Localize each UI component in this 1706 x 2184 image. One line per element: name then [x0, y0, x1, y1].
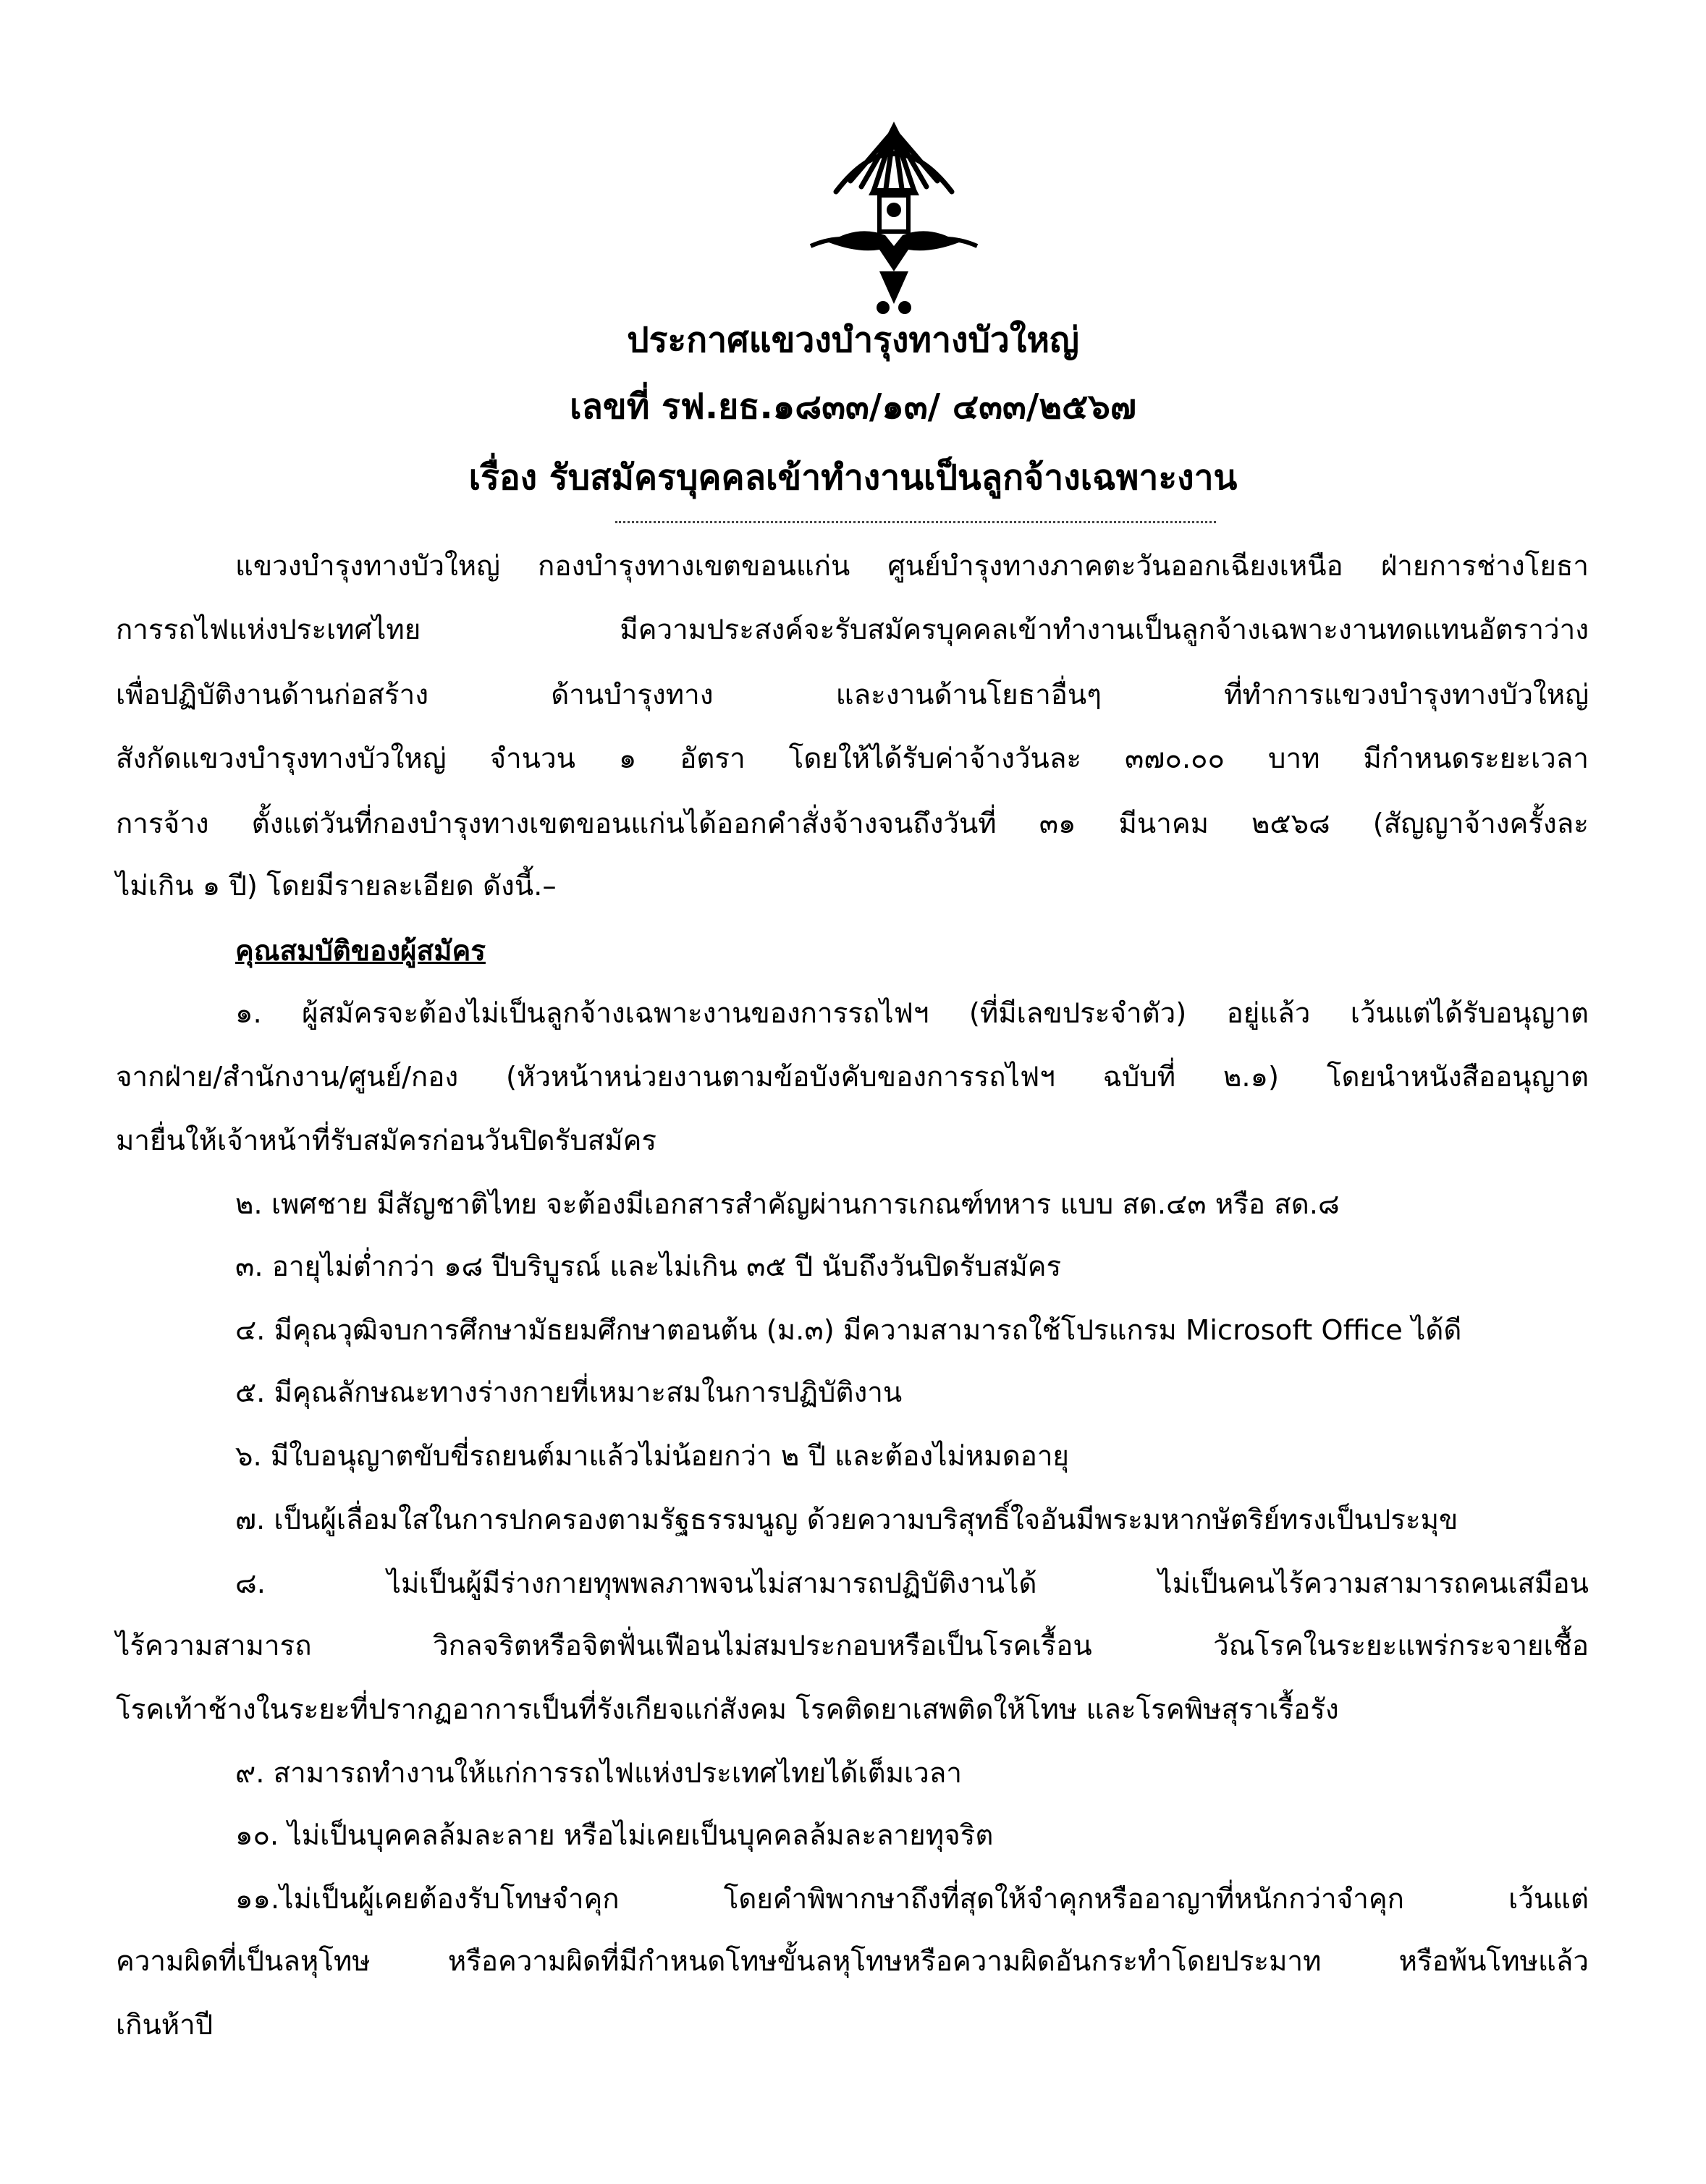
qualification-item: โรคเท้าช้างในระยะที่ปรากฏอาการเป็นที่รังเกียจแก่สังคม โรคติดยาเสพติดให้โทษ และโรคพิษสุราเรื้อรัง: [116, 1693, 1339, 1726]
qualification-item: ๑. ผู้สมัครจะต้องไม่เป็นลูกจ้างเฉพาะงานของการรถไฟฯ (ที่มีเลขประจำตัว) อยู่แล้ว เว้นแต่ได้รับอนุญาต: [235, 997, 1589, 1030]
qualification-item: ไร้ความสามารถ วิกลจริตหรือจิตฟั่นเฟือนไม่สมประกอบหรือเป็นโรคเรื้อน วัณโรคในระยะแพร่กระจายเชื้อ: [116, 1630, 1589, 1662]
qualification-item: ๑๐. ไม่เป็นบุคคลล้มละลาย หรือไม่เคยเป็นบุคคลล้มละลายทุจริต: [235, 1819, 994, 1852]
qualification-item: ๗. เป็นผู้เลื่อมใสในการปกครองตามรัฐธรรมนูญ ด้วยความบริสุทธิ์ใจอันมีพระมหากษัตริย์ทรงเป็นประมุข: [235, 1504, 1458, 1536]
qualification-item: ๙. สามารถทำงานให้แก่การรถไฟแห่งประเทศไทยได้เต็มเวลา: [235, 1757, 962, 1790]
announcement-subject: เรื่อง รับสมัครบุคคลเข้าทำงานเป็นลูกจ้างเฉพาะงาน: [468, 457, 1238, 498]
intro-line: การรถไฟแห่งประเทศไทย มีความประสงค์จะรับสมัครบุคคลเข้าทำงานเป็นลูกจ้างเฉพาะงานทดแทนอัตราว่าง: [116, 614, 1589, 646]
qualification-item: ๕. มีคุณลักษณะทางร่างกายที่เหมาะสมในการปฏิบัติงาน: [235, 1376, 903, 1409]
qualification-item: ๓. อายุไม่ต่ำกว่า ๑๘ ปีบริบูรณ์ และไม่เกิน ๓๕ ปี นับถึงวันปิดรับสมัคร: [235, 1250, 1062, 1283]
announcement-title: ประกาศแขวงบำรุงทางบัวใหญ่: [627, 320, 1079, 360]
intro-line: การจ้าง ตั้งแต่วันที่กองบำรุงทางเขตขอนแก่นได้ออกคำสั่งจ้างจนถึงวันที่ ๓๑ มีนาคม ๒๕๖๘ (สัญญาจ้างครั้งละ: [116, 808, 1589, 840]
qualification-item: มายื่นให้เจ้าหน้าที่รับสมัครก่อนวันปิดรับสมัคร: [116, 1125, 657, 1157]
section-title: คุณสมบัติของผู้สมัคร: [235, 935, 486, 968]
qualification-item: ๔. มีคุณวุฒิจบการศึกษามัธยมศึกษาตอนต้น (ม.๓) มีความสามารถใช้โปรแกรม Microsoft Office ได้ดี: [235, 1314, 1462, 1347]
intro-line: แขวงบำรุงทางบัวใหญ่ กองบำรุงทางเขตขอนแก่น ศูนย์บำรุงทางภาคตะวันออกเฉียงเหนือ ฝ่ายการช่างโยธา: [235, 550, 1589, 583]
qualification-item: ๒. เพศชาย มีสัญชาติไทย จะต้องมีเอกสารสำคัญผ่านการเกณฑ์ทหาร แบบ สด.๔๓ หรือ สด.๘: [235, 1188, 1340, 1221]
qualification-item: ๘. ไม่เป็นผู้มีร่างกายทุพพลภาพจนไม่สามารถปฏิบัติงานได้ ไม่เป็นคนไร้ความสามารถคนเสมือน: [235, 1567, 1589, 1600]
intro-line: เพื่อปฏิบัติงานด้านก่อสร้าง ด้านบำรุงทาง และงานด้านโยธาอื่นๆ ที่ทำการแขวงบำรุงทางบัวใหญ่: [116, 679, 1589, 711]
qualification-item: ความผิดที่เป็นลหุโทษ หรือความผิดที่มีกำหนดโทษขั้นลหุโทษหรือความผิดอันกระทำโดยประมาท หรือพ้นโทษแล้ว: [116, 1945, 1589, 1978]
intro-line: ไม่เกิน ๑ ปี) โดยมีรายละเอียด ดังนี้.–: [116, 870, 557, 902]
qualification-item: ๑๑.ไม่เป็นผู้เคยต้องรับโทษจำคุก โดยคำพิพากษาถึงที่สุดให้จำคุกหรืออาญาที่หนักกว่าจำคุก เว้นแต่: [235, 1883, 1589, 1916]
qualification-item: จากฝ่าย/สำนักงาน/ศูนย์/กอง (หัวหน้าหน่วยงานตามข้อบังคับของการรถไฟฯ ฉบับที่ ๒.๑) โดยนำหนังสืออนุญาต: [116, 1061, 1589, 1093]
announcement-number: เลขที่ รฟ.ยธ.๑๘๓๓/๑๓/ ๔๓๓/๒๕๖๗: [570, 386, 1136, 427]
dotted-divider: [615, 521, 1216, 523]
qualification-item: เกินห้าปี: [116, 2009, 214, 2041]
intro-line: สังกัดแขวงบำรุงทางบัวใหญ่ จำนวน ๑ อัตรา โดยให้ได้รับค่าจ้างวันละ ๓๗๐.๐๐ บาท มีกำหนดระยะเวลา: [116, 742, 1589, 775]
state-railway-emblem-icon: [807, 101, 981, 318]
qualification-item: ๖. มีใบอนุญาตขับขี่รถยนต์มาแล้วไม่น้อยกว่า ๒ ปี และต้องไม่หมดอายุ: [235, 1440, 1069, 1473]
